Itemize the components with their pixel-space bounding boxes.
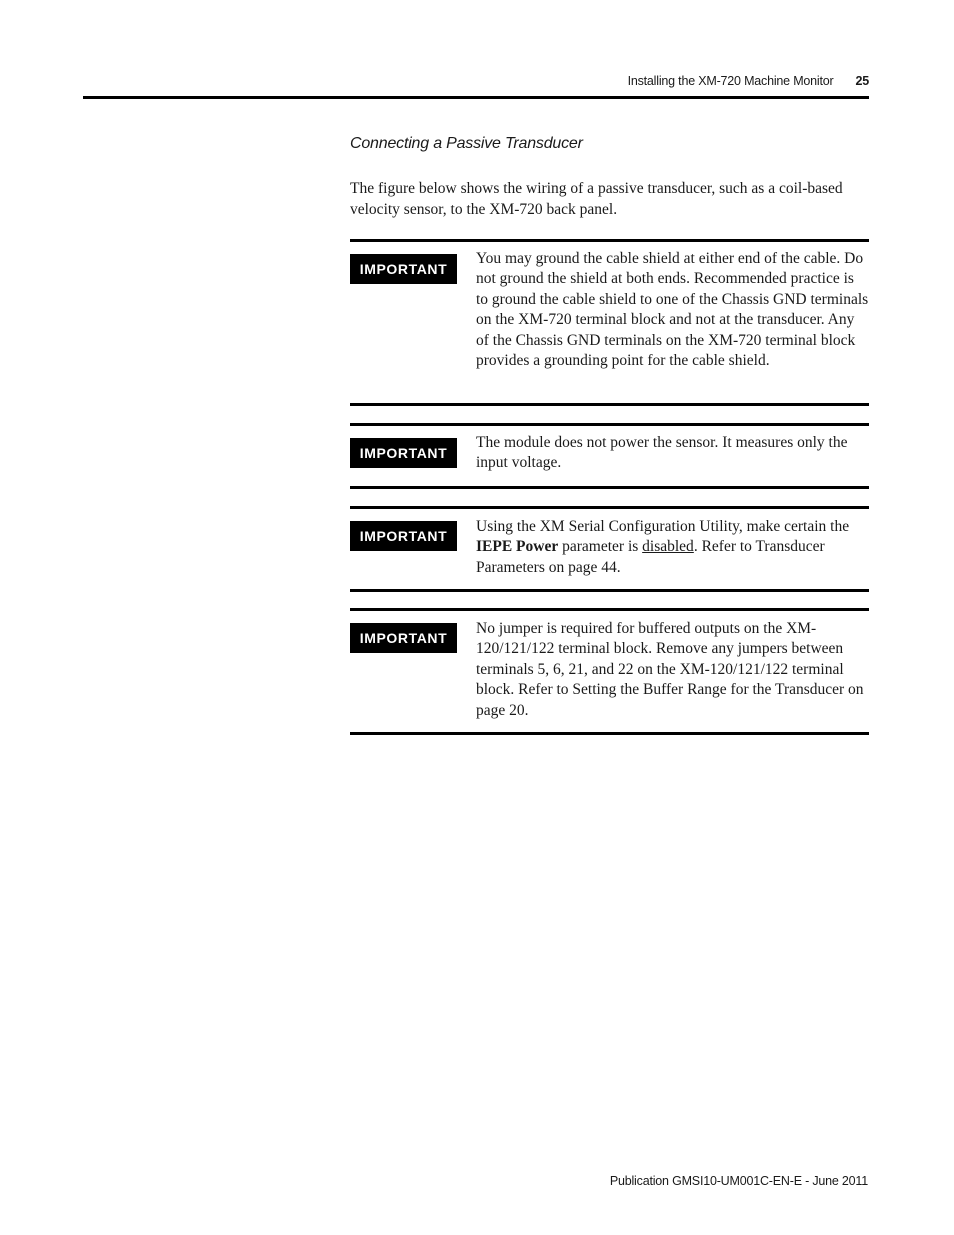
important-note [350,239,869,406]
important-badge: IMPORTANT [350,623,457,653]
running-header [628,74,869,88]
disabled-term: disabled [642,538,694,556]
note-text: You may ground the cable shield at either end of the cable. Do not ground the shield at both ends. Recommended practice is to ground the cable shield to one of the Chassis GND terminals on the XM-720 terminal block and not at the transducer. Any of the Chassis GND terminals on the XM-720 terminal block provides a grounding point for the cable shield. [476,250,869,370]
intro-paragraph: The figure below shows the wiring of a passive transducer, such as a coil-based velocity sensor, to the XM-720 back panel. [350,180,843,218]
publication-footer: Publication GMSI10-UM001C-EN-E - June 2011 [609,1174,868,1188]
header-rule [83,96,869,99]
note-text-part: . Refer to Transducer Parameters on page 44. [476,538,825,576]
running-title: Installing the XM-720 Machine Monitor [627,74,834,88]
note-text [476,517,869,578]
section-title: Connecting a Passive Transducer [350,135,583,152]
important-badge: IMPORTANT [350,521,457,551]
note-text: No jumper is required for buffered outputs on the XM-120/121/122 terminal block. Remove any jumpers between terminals 5, 6, 21, and 22 on the XM-120/121/122 terminal block. Refer to Setting the Buffer Range for the Transducer on page 20. [476,620,864,719]
note-text-part: parameter is [558,538,643,556]
iepe-power-term: IEPE Power [476,538,559,556]
important-badge: IMPORTANT [350,254,457,284]
note-text: The module does not power the sensor. It measures only the input voltage. [476,434,848,472]
important-note [350,506,869,592]
page-number: 25 [855,74,869,88]
important-note [350,423,869,489]
important-badge: IMPORTANT [350,438,457,468]
note-text-part: Using the XM Serial Configuration Utility, make certain the [476,518,850,535]
important-note [350,608,869,735]
